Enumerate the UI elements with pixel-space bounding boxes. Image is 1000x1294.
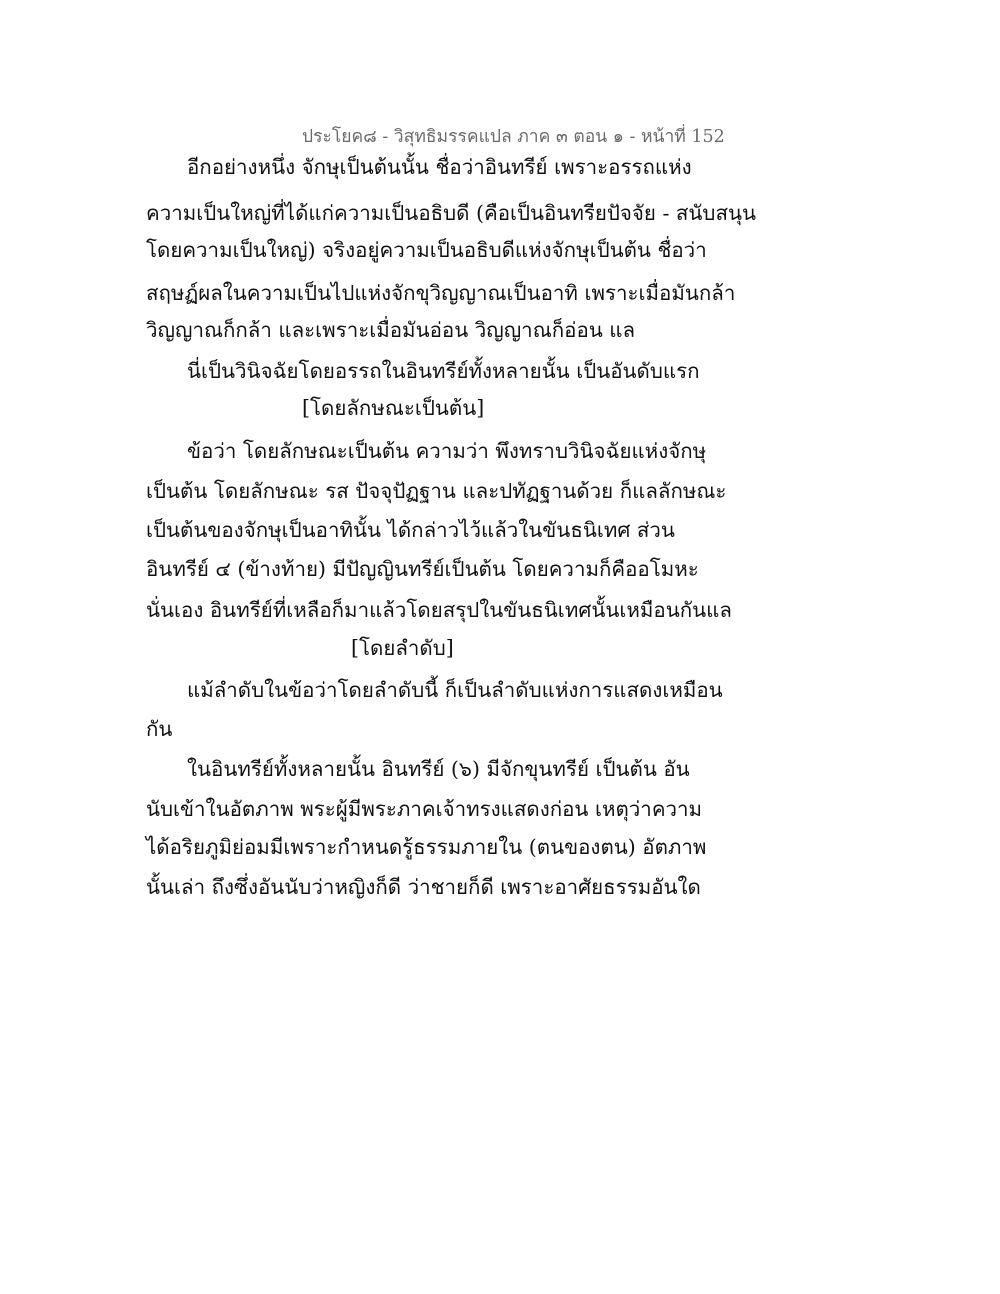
body-line: เป็นต้น โดยลักษณะ รส ปัจจุปัฏฐาน และปทัฏฐานด้วย ก็แลลักษณะ bbox=[146, 479, 727, 503]
body-line: นี่เป็นวินิจฉัยโดยอรรถในอินทรีย์ทั้งหลายนั้น เป็นอันดับแรก bbox=[187, 359, 700, 383]
body-line: ความเป็นใหญ่ที่ได้แก่ความเป็นอธิบดี (คือเป็นอินทรียปัจจัย - สนับสนุน bbox=[146, 201, 756, 225]
section-heading: [โดยลำดับ] bbox=[351, 636, 454, 660]
body-line: วิญญาณก็กล้า และเพราะเมื่อมันอ่อน วิญญาณก็อ่อน แล bbox=[146, 318, 636, 342]
section-heading: [โดยลักษณะเป็นต้น] bbox=[302, 396, 485, 420]
body-line: ในอินทรีย์ทั้งหลายนั้น อินทรีย์ (๖) มีจักขุนทรีย์ เป็นต้น อัน bbox=[187, 757, 690, 781]
body-line: ข้อว่า โดยลักษณะเป็นต้น ความว่า พึงทราบวินิจฉัยแห่งจักษุ bbox=[187, 439, 707, 463]
body-line: สฤษฏ์ผลในความเป็นไปแห่งจักขุวิญญาณเป็นอาทิ เพราะเมื่อมันกล้า bbox=[146, 281, 736, 305]
page-header: ประโยค๘ - วิสุทธิมรรคแปล ภาค ๓ ตอน ๑ - หน้าที่ 152 bbox=[302, 127, 725, 147]
body-line: โดยความเป็นใหญ่) จริงอยู่ความเป็นอธิบดีแห่งจักษุเป็นต้น ชื่อว่า bbox=[146, 238, 707, 262]
body-line: นั่นเอง อินทรีย์ที่เหลือก็มาแล้วโดยสรุปในขันธนิเทศนั้นเหมือนกันแล bbox=[146, 598, 732, 622]
body-line: ได้อริยภูมิย่อมมีเพราะกำหนดรู้ธรรมภายใน (ตนของตน) อัตภาพ bbox=[146, 835, 707, 859]
body-line: แม้ลำดับในข้อว่าโดยลำดับนี้ ก็เป็นลำดับแห่งการแสดงเหมือน bbox=[187, 678, 723, 702]
body-line: นั้นเล่า ถึงซึ่งอันนับว่าหญิงก็ดี ว่าชายก็ดี เพราะอาศัยธรรมอันใด bbox=[146, 875, 701, 899]
body-line: นับเข้าในอัตภาพ พระผู้มีพระภาคเจ้าทรงแสดงก่อน เหตุว่าความ bbox=[146, 797, 703, 821]
body-line: กัน bbox=[146, 717, 173, 741]
body-line: อินทรีย์ ๔ (ข้างท้าย) มีปัญญินทรีย์เป็นต้น โดยความก็คืออโมหะ bbox=[146, 557, 699, 581]
body-line: เป็นต้นของจักษุเป็นอาทินั้น ได้กล่าวไว้แล้วในขันธนิเทศ ส่วน bbox=[146, 518, 675, 542]
body-line: อีกอย่างหนึ่ง จักษุเป็นต้นนั้น ชื่อว่าอินทรีย์ เพราะอรรถแห่ง bbox=[187, 155, 692, 179]
